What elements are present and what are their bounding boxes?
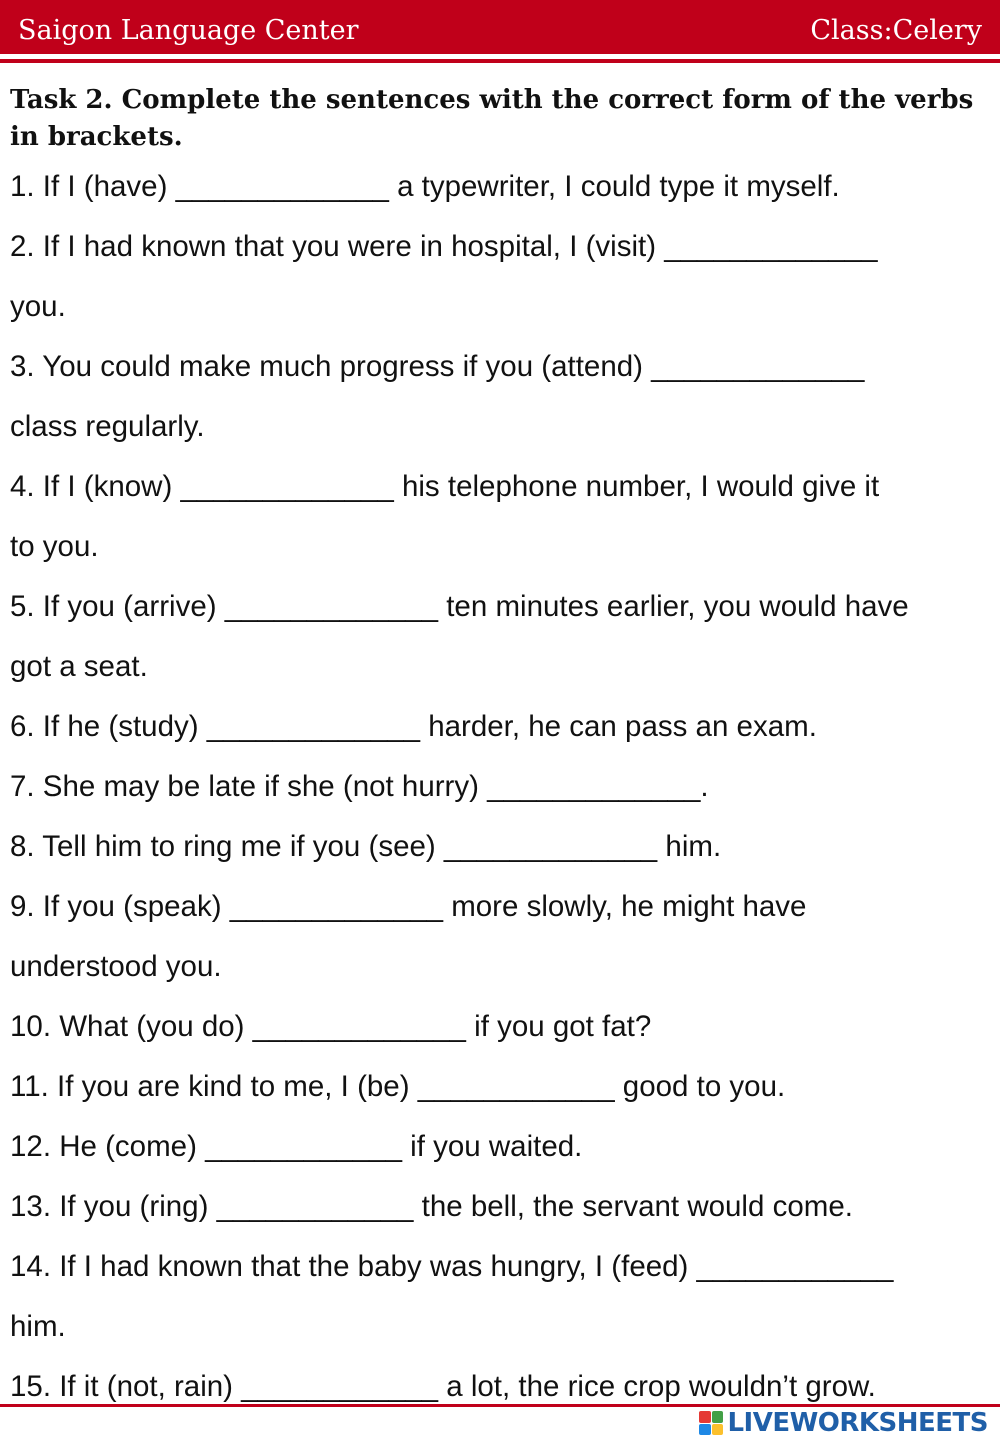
logo-square-yellow <box>712 1424 724 1436</box>
logo-square-green <box>712 1411 724 1423</box>
liveworksheets-logo-text: LIVEWORKSHEETS <box>727 1408 988 1438</box>
exercise-list <box>10 160 995 1420</box>
exercise-line: 4. If I (know) _____________ his telephone number, I would give it <box>10 470 880 503</box>
exercise-line: 6. If he (study) _____________ harder, he can pass an exam. <box>10 710 817 743</box>
exercise-line: 12. He (come) ____________ if you waited. <box>10 1130 583 1163</box>
exercise-line: 13. If you (ring) ____________ the bell, the servant would come. <box>10 1190 853 1223</box>
exercise-line: 7. She may be late if she (not hurry) _____________. <box>10 770 709 803</box>
exercise-line: 10. What (you do) _____________ if you got fat? <box>10 1010 652 1043</box>
class-label: Class:Celery <box>810 15 982 46</box>
exercise-line: him. <box>10 1310 66 1343</box>
exercise-line: class regularly. <box>10 410 205 443</box>
exercise-line: 11. If you are kind to me, I (be) ____________ good to you. <box>10 1070 786 1103</box>
exercise-line: 9. If you (speak) _____________ more slowly, he might have <box>10 890 807 923</box>
exercise-line: 2. If I had known that you were in hospital, I (visit) _____________ <box>10 230 878 263</box>
exercise-line: 14. If I had known that the baby was hungry, I (feed) ____________ <box>10 1250 894 1283</box>
logo-square-red <box>699 1411 711 1423</box>
task-title: Task 2. Complete the sentences with the correct form of the verbs in brackets. <box>10 85 974 152</box>
exercise-line: 15. If it (not, rain) ____________ a lot, the rice crop wouldn’t grow. <box>10 1370 876 1403</box>
footer-divider <box>0 1404 1000 1407</box>
liveworksheets-logo[interactable] <box>699 1409 988 1437</box>
exercise-line: 8. Tell him to ring me if you (see) _____________ him. <box>10 830 722 863</box>
header-bar <box>0 0 1000 54</box>
exercise-line: you. <box>10 290 66 323</box>
liveworksheets-logo-icon <box>699 1411 723 1435</box>
logo-square-blue <box>699 1424 711 1436</box>
exercise-line: got a seat. <box>10 650 148 683</box>
exercise-line: to you. <box>10 530 99 563</box>
exercise-line: 1. If I (have) _____________ a typewriter, I could type it myself. <box>10 170 840 203</box>
exercise-line: 3. You could make much progress if you (attend) _____________ <box>10 350 865 383</box>
exercise-line: 5. If you (arrive) _____________ ten minutes earlier, you would have <box>10 590 909 623</box>
center-name: Saigon Language Center <box>18 15 359 46</box>
header-divider <box>0 59 1000 63</box>
exercise-line: understood you. <box>10 950 222 983</box>
